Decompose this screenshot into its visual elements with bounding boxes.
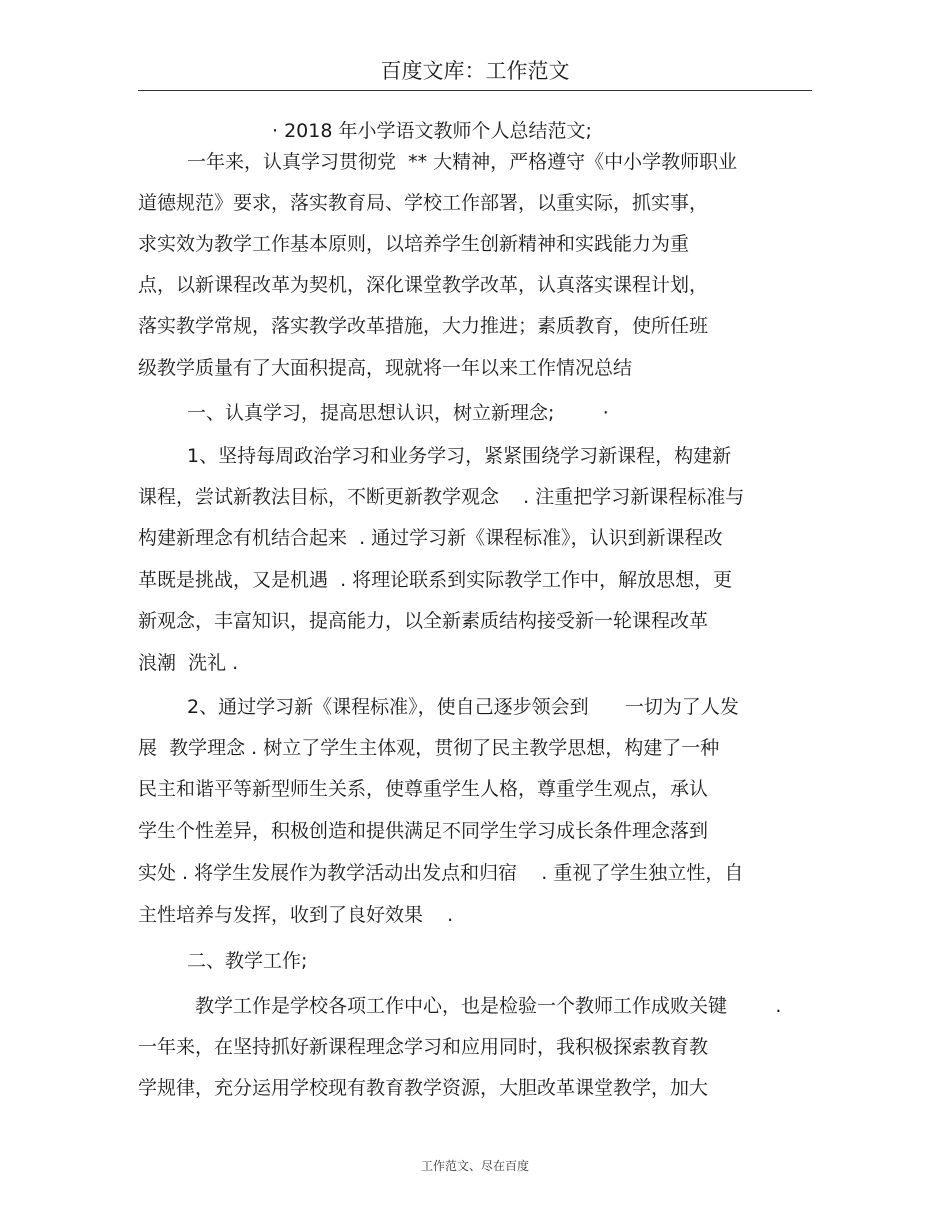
document-title-line: · 2018 年小学语文教师个人总结范文; xyxy=(272,120,592,142)
paragraph-line: 课程，尝试新教法目标，不断更新教学观念 . 注重把学习新课程标准与 xyxy=(138,486,745,508)
section-heading: 二、教学工作; xyxy=(187,950,308,972)
paragraph-line: 落实教学常规，落实教学改革措施，大力推进；素质教育，使所任班 xyxy=(138,315,709,337)
page-footer: 工作范文、尽在百度 xyxy=(420,1159,529,1173)
paragraph-line: 级教学质量有了大面积提高，现就将一年以来工作情况总结 xyxy=(138,357,633,379)
paragraph-line: 1、坚持每周政治学习和业务学习，紧紧围绕学习新课程，构建新 xyxy=(187,445,732,467)
paragraph-line: 一年来，认真学习贯彻党 ** 大精神，严格遵守《中小学教师职业 xyxy=(187,151,738,173)
page-header-title: 百度文库：工作范文 xyxy=(380,59,570,83)
paragraph-line: 学规律，充分运用学校现有教育教学资源，大胆改革课堂教学，加大 xyxy=(138,1077,709,1099)
section-heading: 一、认真学习，提高思想认识，树立新理念; · xyxy=(187,402,609,424)
paragraph-line: 展 教学理念 . 树立了学生主体观，贯彻了民主教学思想，构建了一种 xyxy=(138,737,720,759)
paragraph-line: 一年来，在坚持抓好新课程理念学习和应用同时，我积极探索教育教 xyxy=(138,1036,709,1058)
paragraph-line: 道德规范》要求，落实教育局、学校工作部署，以重实际，抓实事， xyxy=(138,192,709,214)
paragraph-line: 构建新理念有机结合起来 . 通过学习新《课程标准》，认识到新课程改 xyxy=(138,527,723,549)
paragraph-line: 学生个性差异，积极创造和提供满足不同学生学习成长条件理念落到 xyxy=(138,820,709,842)
paragraph-line: 点，以新课程改革为契机，深化课堂教学改革，认真落实课程计划， xyxy=(138,274,709,296)
paragraph-line: 求实效为教学工作基本原则，以培养学生创新精神和实践能力为重 xyxy=(138,233,690,255)
paragraph-line: 新观念，丰富知识，提高能力，以全新素质结构接受新一轮课程改革 xyxy=(138,610,709,632)
paragraph-line: 浪潮 洗礼 . xyxy=(138,652,239,674)
paragraph-line: 民主和谐平等新型师生关系，使尊重学生人格，尊重学生观点，承认 xyxy=(138,778,709,800)
paragraph-line: 主性培养与发挥，收到了良好效果 . xyxy=(138,904,454,926)
paragraph-line: 革既是挑战，又是机遇 . 将理论联系到实际教学工作中，解放思想，更 xyxy=(138,569,733,591)
paragraph-line: 2、通过学习新《课程标准》，使自己逐步领会到 一切为了人发 xyxy=(187,696,739,718)
paragraph-line: 教学工作是学校各项工作中心，也是检验一个教师工作成败关键 . xyxy=(195,995,782,1017)
paragraph-line: 实处 . 将学生发展作为教学活动出发点和归宿 . 重视了学生独立性，自 xyxy=(138,862,744,884)
